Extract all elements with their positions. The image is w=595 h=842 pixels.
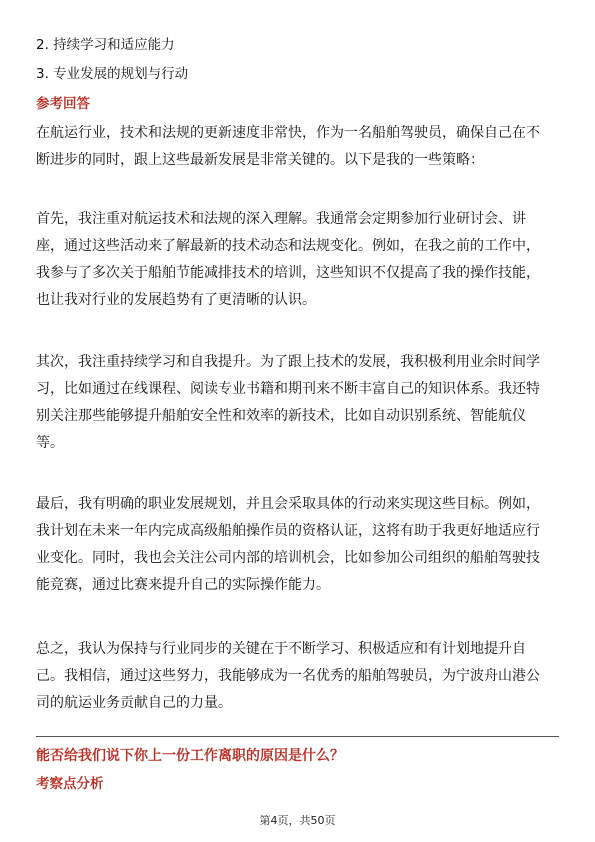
paragraph-line: 总之，我认为保持与行业同步的关键在于不断学习、积极适应和有计划地提升自 [36, 641, 526, 657]
section-divider [36, 736, 559, 737]
paragraph-first [36, 206, 560, 314]
paragraph-conclusion [36, 636, 560, 717]
paragraph-line: 己。我相信，通过这些努力，我能够成为一名优秀的船舶驾驶员，为宁波舟山港公 [36, 668, 540, 684]
paragraph-line: 业变化。同时，我也会关注公司内部的培训机会，比如参加公司组织的船舶驾驶技 [36, 550, 540, 566]
paragraph-line: 别关注那些能够提升船舶安全性和效率的新技术，比如自动识别系统、智能航仪 [36, 408, 526, 424]
paragraph-line: 其次，我注重持续学习和自我提升。为了跟上技术的发展，我积极利用业余时间学 [36, 354, 540, 370]
analysis-label: 考察点分析 [36, 776, 104, 792]
paragraph-line: 座，通过这些活动来了解最新的技术动态和法规变化。例如，在我之前的工作中， [36, 238, 540, 254]
paragraph-line: 司的航运业务贡献自己的力量。 [36, 695, 232, 711]
paragraph-line: 习，比如通过在线课程、阅读专业书籍和期刊来不断丰富自己的知识体系。我还特 [36, 381, 540, 397]
paragraph-line: 等。 [36, 435, 64, 451]
paragraph-line: 断进步的同时，跟上这些最新发展是非常关键的。以下是我的一些策略： [36, 152, 484, 168]
paragraph-intro [36, 120, 560, 174]
list-item: 3. 专业发展的规划与行动 [36, 66, 189, 82]
paragraph-line: 最后，我有明确的职业发展规划，并且会采取具体的行动来实现这些目标。例如， [36, 496, 540, 512]
paragraph-second [36, 349, 560, 457]
list-item: 2. 持续学习和适应能力 [36, 37, 175, 53]
paragraph-line: 首先，我注重对航运技术和法规的深入理解。我通常会定期参加行业研讨会、讲 [36, 211, 526, 227]
page-number-footer: 第4页，共50页 [259, 814, 336, 827]
paragraph-line: 我参与了多次关于船舶节能减排技术的培训，这些知识不仅提高了我的操作技能， [36, 265, 540, 281]
paragraph-line: 也让我对行业的发展趋势有了更清晰的认识。 [36, 292, 316, 308]
paragraph-line: 我计划在未来一年内完成高级船舶操作员的资格认证，这将有助于我更好地适应行 [36, 523, 540, 539]
question-heading: 能否给我们说下你上一份工作离职的原因是什么？ [36, 748, 344, 764]
answer-label: 参考回答 [36, 96, 90, 112]
paragraph-line: 能竞赛，通过比赛来提升自己的实际操作能力。 [36, 577, 330, 593]
paragraph-line: 在航运行业，技术和法规的更新速度非常快，作为一名船舶驾驶员，确保自己在不 [36, 125, 540, 141]
paragraph-third [36, 491, 560, 599]
